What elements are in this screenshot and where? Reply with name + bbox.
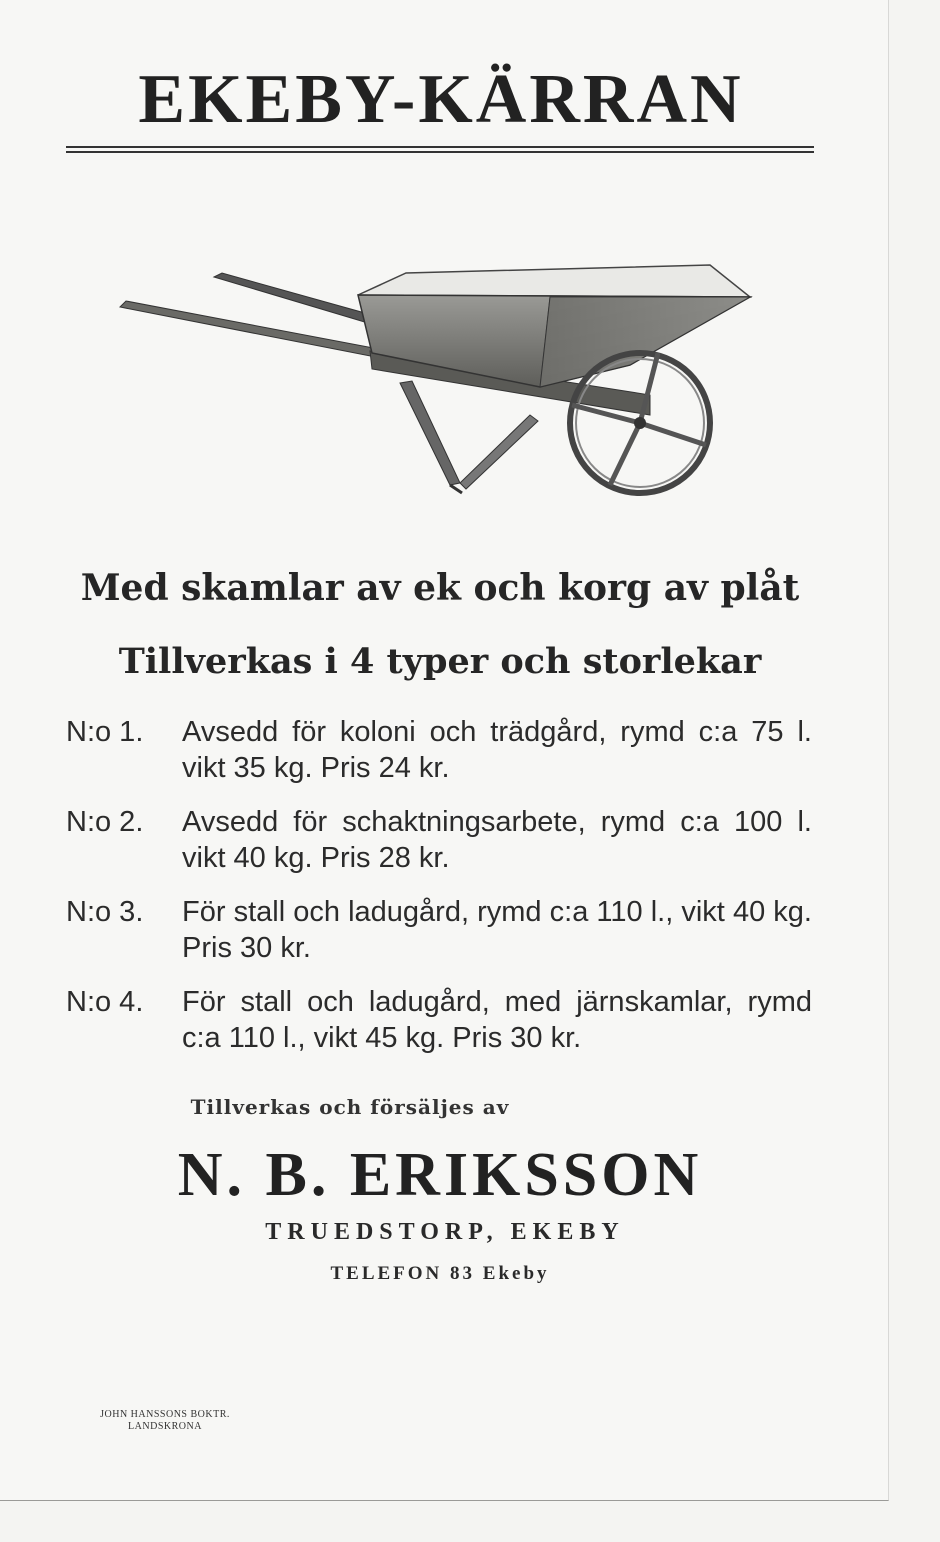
model-item — [66, 892, 826, 982]
maker-phone: TELEFON 83 Ekeby — [330, 1263, 550, 1284]
printer-name: JOHN HANSSONS BOKTR. — [100, 1409, 230, 1420]
printer-imprint — [60, 1409, 270, 1433]
maker-address: TRUEDSTORP, EKEBY — [265, 1219, 625, 1245]
wheelbarrow-illustration — [110, 255, 760, 505]
model-list — [66, 712, 826, 1072]
model-item — [66, 982, 826, 1072]
model-number: N:o 2. — [66, 806, 144, 838]
page-title: EKEBY-KÄRRAN — [138, 61, 744, 138]
maker-label: Tillverkas och försäljes av — [190, 1095, 510, 1119]
model-number: N:o 4. — [66, 986, 144, 1018]
model-description: För stall och ladugård, rymd c:a 110 l., vikt 40 kg. Pris 30 kr. — [182, 896, 812, 964]
printer-city: LANDSKRONA — [128, 1421, 202, 1432]
model-description: Avsedd för koloni och trädgård, rymd c:a 75 l. vikt 35 kg. Pris 24 kr. — [182, 716, 812, 784]
title-double-rule — [66, 146, 814, 153]
model-number: N:o 3. — [66, 896, 144, 928]
model-number: N:o 1. — [66, 716, 144, 748]
model-item — [66, 802, 826, 892]
maker-name: N. B. ERIKSSON — [177, 1141, 703, 1209]
model-description: För stall och ladugård, med järnskamlar, rymd c:a 110 l., vikt 45 kg. Pris 30 kr. — [182, 986, 812, 1054]
headline-materials: Med skamlar av ek och korg av plåt — [80, 567, 800, 609]
headline-types: Tillverkas i 4 typer och storlekar — [118, 641, 762, 682]
model-description: Avsedd för schaktningsarbete, rymd c:a 100 l. vikt 40 kg. Pris 28 kr. — [182, 806, 812, 874]
model-item — [66, 712, 826, 802]
